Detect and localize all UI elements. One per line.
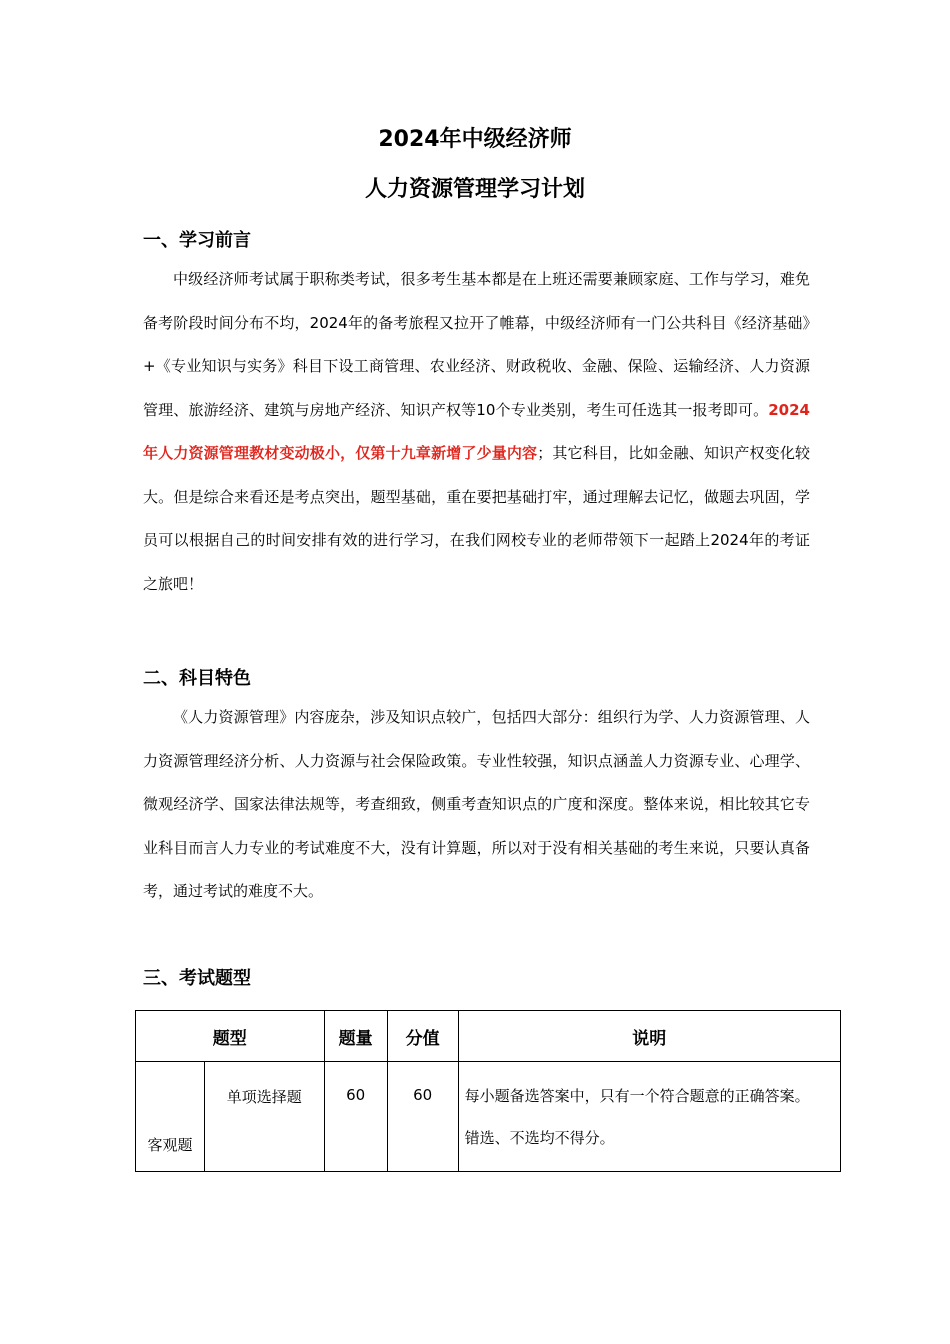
section-heading-features: 二、科目特色 [143,668,251,689]
header-description: 说明 [458,1011,840,1062]
description-line-1: 每小题备选答案中，只有一个符合题意的正确答案。 [464,1086,810,1105]
document-title: 2024年中级经济师 [378,127,572,152]
table-header-row [136,1011,841,1062]
table-row [136,1062,841,1172]
document-subtitle: 人力资源管理学习计划 [364,177,585,202]
description-line-2: 错选、不选均不得分。 [464,1128,615,1147]
cell-category: 客观题 [136,1062,205,1172]
section-heading-preface: 一、学习前言 [143,230,251,251]
header-score: 分值 [387,1011,458,1062]
header-type: 题型 [136,1011,325,1062]
features-paragraph: 《人力资源管理》内容庞杂，涉及知识点较广，包括四大部分：组织行为学、人力资源管理、人力资源管理经济分析、人力资源与社会保险政策。专业性较强，知识点涵盖人力资源专业、心理学、微观经济学、国家法律法规等，考查细致，侧重考查知识点的广度和深度。整体来说，相比较其它专业科目而言人力专业的考试难度不大，没有计算题，所以对于没有相关基础的考生来说，只要认真备考，通过考试的难度不大。 [143,708,810,900]
section-heading-exam-types: 三、考试题型 [143,968,251,989]
preface-paragraph [143,258,810,606]
exam-type-table [135,1010,841,1172]
preface-text-b: ；其它科目，比如金融、知识产权变化较大。但是综合来看还是考点突出，题型基础，重在要把基础打牢，通过理解去记忆，做题去巩固，学员可以根据自己的时间安排有效的进行学习，在我们网校专业的老师带领下一起踏上2024年的考证之旅吧！ [143,444,810,593]
cell-description [458,1062,840,1172]
cell-score: 60 [387,1062,458,1172]
preface-highlight: 2024年人力资源管理教材变动极小，仅第十九章新增了少量内容 [143,400,810,462]
cell-question-type: 单项选择题 [205,1062,325,1172]
preface-text-a: 中级经济师考试属于职称类考试，很多考生基本都是在上班还需要兼顾家庭、工作与学习，难免备考阶段时间分布不均，2024年的备考旅程又拉开了帷幕，中级经济师有一门公共科目《经济基础》+《专业知识与实务》科目下设工商管理、农业经济、财政税收、金融、保险、运输经济、人力资源管理、旅游经济、建筑与房地产经济、知识产权等10个专业类别，考生可任选其一报考即可。 [143,270,810,419]
cell-question-count: 60 [324,1062,387,1172]
header-count: 题量 [324,1011,387,1062]
